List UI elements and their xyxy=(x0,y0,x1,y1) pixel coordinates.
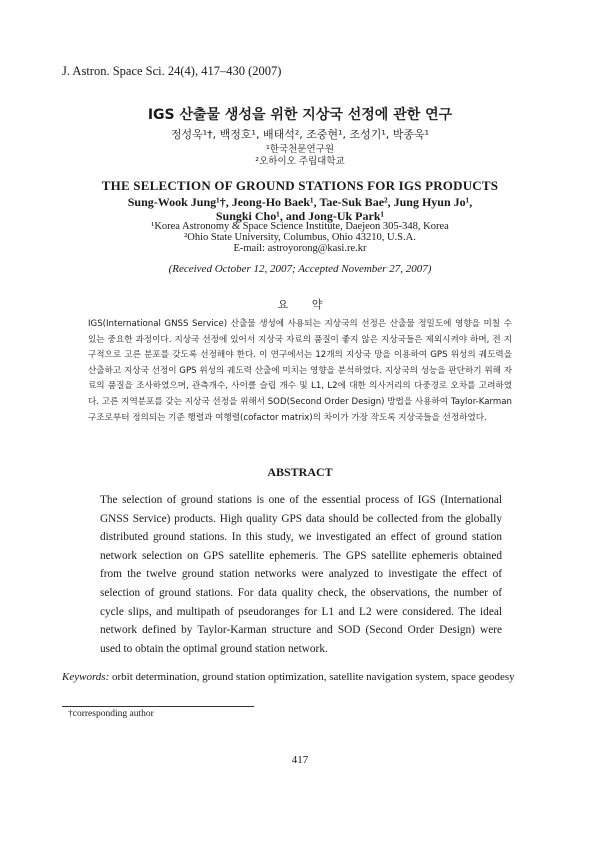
korean-authors: 정성욱¹†, 백정호¹, 배태석², 조중현¹, 조성기¹, 박종욱¹ xyxy=(170,128,430,141)
journal-reference: J. Astron. Space Sci. 24(4), 417–430 (2007) xyxy=(62,64,282,78)
english-authors xyxy=(80,195,520,223)
korean-affiliation-1: ¹한국천문연구원 xyxy=(265,144,335,155)
english-authors-line-2: Sungki Cho¹, and Jong-Uk Park¹ xyxy=(215,209,385,223)
english-affiliation-1: ¹Korea Astronomy & Space Science Institute, Daejeon 305-348, Korea xyxy=(151,221,449,232)
korean-affiliation-2: ²오하이오 주립대학교 xyxy=(255,156,345,167)
page-number: 417 xyxy=(291,754,309,766)
contact-email: E-mail: astroyorong@kasi.re.kr xyxy=(233,243,367,254)
korean-title: IGS 산출물 생성을 위한 지상국 선정에 관한 연구 xyxy=(147,107,453,123)
keywords-text: orbit determination, ground station optimization, satellite navigation system, space geodesy xyxy=(112,671,515,683)
keywords xyxy=(62,668,540,686)
keywords-label: Keywords: xyxy=(62,671,110,683)
received-dates: (Received October 12, 2007; Accepted November 27, 2007) xyxy=(168,263,432,275)
korean-abstract-text: IGS(International GNSS Service) 산출물 생성에 사용되는 지상국의 선정은 산출물 정밀도에 영향을 미칠 수 있는 중요한 과정이다. 지상국 선정에 있어서 지상국 자료의 품질이 좋지 않은 지상국들은 제외시켜야 하며, 전 지구적으로 고른 분포를 갖도록 선정해야 한다. 이 연구에서는 12개의 지상국 망을 이용하여 GPS 위성의 궤도력을 산출하고 지상국 선정이 GPS 위성의 궤도력 산출에 미치는 영향을 분석하였다. 지상국의 성능을 판단하기 위해 자료의 품질을 조사하였으며, 관측개수, 사이클 슬립 개수 및 L1, L2에 대한 의사거리의 다중경로 오차를 고려하였다. 고른 지역분포를 갖는 지상국 선정을 위해서 SOD(Second Order Design) 방법을 사용하여 Taylor-Karman 구조로부터 정의되는 기준 행렬과 여행렬(cofactor matrix)의 차이가 가장 작도록 지상국들을 선정하였다. xyxy=(88,319,512,423)
english-title: THE SELECTION OF GROUND STATIONS FOR IGS PRODUCTS xyxy=(101,178,499,193)
footnote: †corresponding author xyxy=(68,709,154,719)
korean-abstract-heading: 요 약 xyxy=(277,298,323,311)
abstract-heading: ABSTRACT xyxy=(267,465,333,479)
footnote-divider xyxy=(62,706,254,707)
english-affiliation-2: ²Ohio State University, Columbus, Ohio 43210, U.S.A. xyxy=(184,232,416,243)
abstract-text: The selection of ground stations is one of the essential process of IGS (International GNSS Service) products. High quality GPS data should be collected from the globally distributed ground stations. In this study, we investigated an effect of ground station network selection on GPS satellite ephemeris. The GPS satellite ephemeris obtained from the twelve ground station networks were analyzed to investigate the effect of selection of ground stations. For data quality check, the observations, the number of cycle slips, and multipath of pseudoranges for L1 and L2 were considered. The ideal network defined by Taylor-Karman structure and SOD (Second Order Design) were used to obtain the optimal ground station network. xyxy=(100,494,502,655)
english-authors-line-1: Sung-Wook Jung¹†, Jeong-Ho Baek¹, Tae-Suk Bae², Jung Hyun Jo¹, xyxy=(127,195,473,209)
